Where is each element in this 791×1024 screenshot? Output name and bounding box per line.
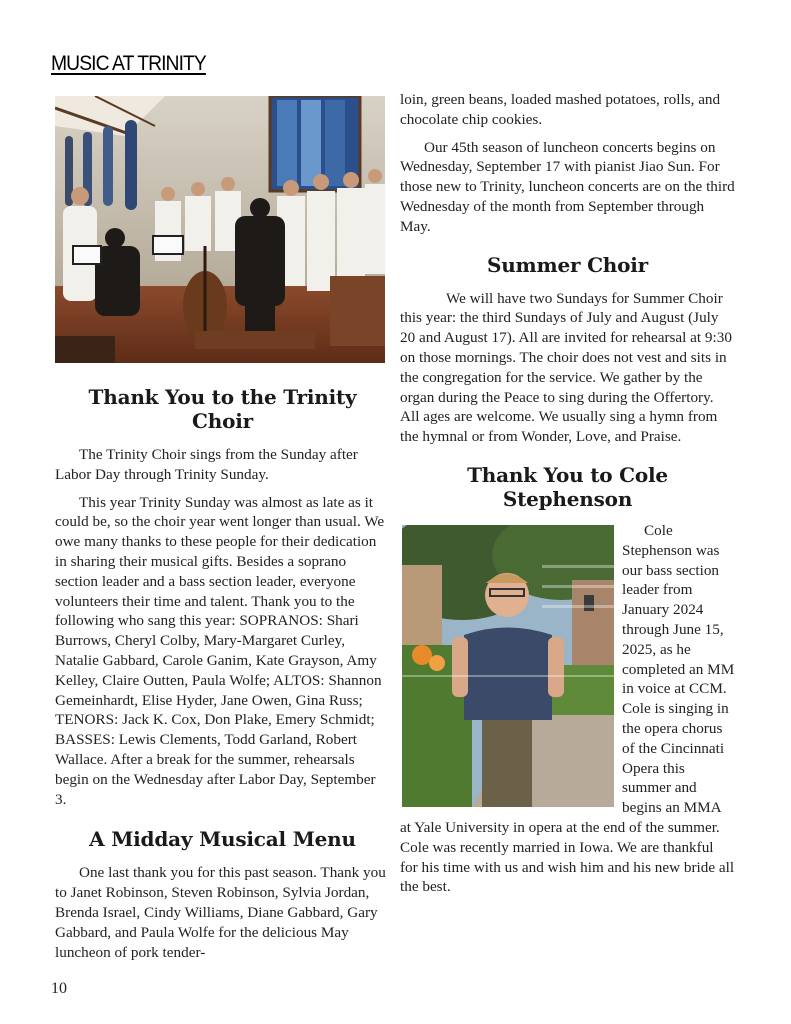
menu-continued-paragraph: loin, green beans, loaded mashed potatoes, rolls, and chocolate chip cookies. (400, 91, 721, 128)
left-column (55, 96, 390, 962)
page-number: 10 (51, 980, 67, 997)
choir-photo (55, 96, 385, 363)
cole-paragraph: Cole Stephenson was our bass section leader from January 2024 through June 15, 2025, as he completed an MM in voice at CCM. Cole is singing in the opera chorus of the Cincinnati Opera this summer and begins an MMA at Yale University in opera at the end of the summer. Cole was recently married in Iowa. We are thankful for his time with us and wish him and his new bride all the best. (400, 521, 735, 896)
page-title: MUSIC AT TRINITY (51, 52, 206, 75)
concerts-paragraph: Our 45th season of luncheon concerts begins on Wednesday, September 17 with pianist Jiao Sun. For those new to Trinity, luncheon concerts are on the third Wednesday of the month from September through May. (400, 138, 735, 235)
summer-choir-paragraph: We will have two Sundays for Summer Choir this year: the third Sundays of July and August (July 20 and August 17). All are invited for rehearsal at 9:30 on those mornings. The choir does not vest and sits in the congregation for the service. We gather by the organ during the Peace to sing during the Offertory. All ages are welcome. We usually sing a hymn from the hymnal or from Wonder, Love, and Praise. (400, 289, 732, 446)
choir-paragraph-2: This year Trinity Sunday was almost as late as it could be, so the choir year went longer than usual. We owe many thanks to these people for their dedication in sharing their musical gifts. Besides a soprano section leader and a bass section leader, everyone volunteers their time and talent. Thank you to the following who sang this year: SOPRANOS: Shari Burrows, Cheryl Colby, Mary-Margaret Curley, Natalie Gabbard, Carole Ganim, Kate Grayson, Amy Kelley, Claire Outten, Paula Wolfe; ALTOS: Shannon Gemeinhardt, Elise Hyder, Jane Owen, Gina Russ; TENORS: Jack K. Cox, Don Plake, Emery Schmidt; BASSES: Lewis Clements, Todd Garland, Robert Wallace. After a break for the summer, rehearsals begin on the Wednesday after Labor Day, September 3. (55, 493, 385, 808)
summer-choir-heading: Summer Choir (486, 252, 649, 277)
menu-paragraph-1: One last thank you for this past season. Thank you to Janet Robinson, Steven Robinson, Sylvia Jordan, Brenda Israel, Cindy Williams, Diane Gabbard, Gary Gabbard, and Paula Wolfe for the delicious May luncheon of pork tender- (55, 864, 386, 961)
menu-section-heading: A Midday Musical Menu (89, 827, 356, 852)
portrait-photo (402, 525, 614, 807)
choir-section-heading: Thank You to the Trinity Choir (88, 385, 357, 433)
choir-paragraph-1: The Trinity Choir sings from the Sunday after Labor Day through Trinity Sunday. (55, 446, 358, 483)
cole-section (400, 521, 735, 897)
cole-section-heading: Thank You to Cole Stephenson (467, 462, 668, 511)
right-column (400, 90, 735, 897)
